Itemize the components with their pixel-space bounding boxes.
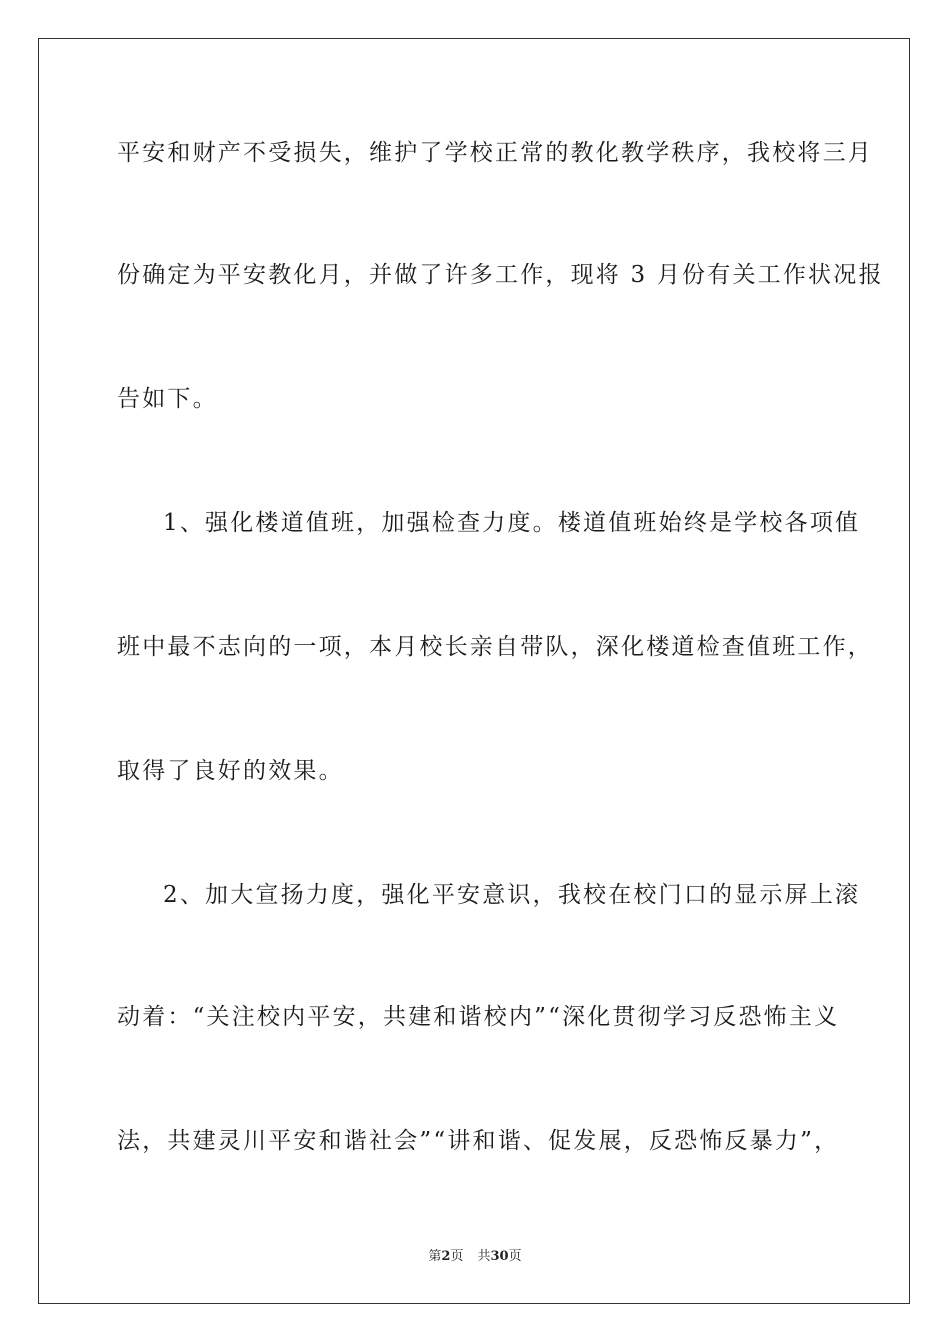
total-pages: 30 <box>490 1249 509 1264</box>
page-suffix: 页 <box>450 1249 464 1264</box>
page-footer <box>0 1248 950 1266</box>
page-number: 2 <box>441 1249 451 1264</box>
body-text-line: 法，共建灵川平安和谐社会”“讲和谐、促发展，反恐怖反暴力”， <box>117 1128 840 1154</box>
paragraph-1-first-line: 1、强化楼道值班，加强检查力度。楼道值班始终是学校各项值 <box>163 510 861 536</box>
body-text-line: 取得了良好的效果。 <box>117 758 344 784</box>
body-text-line: 告如下。 <box>117 386 218 412</box>
body-text-line: 平安和财产不受损失，维护了学校正常的教化教学秩序，我校将三月 <box>117 140 873 166</box>
total-prefix: 共 <box>477 1249 491 1264</box>
paragraph-2-first-line: 2、加大宣扬力度，强化平安意识，我校在校门口的显示屏上滚 <box>163 882 861 908</box>
body-text-line: 班中最不志向的一项，本月校长亲自带队，深化楼道检查值班工作， <box>117 634 873 660</box>
page-prefix: 第 <box>428 1249 442 1264</box>
page-border <box>38 38 910 1304</box>
total-suffix: 页 <box>508 1249 522 1264</box>
body-text-line: 动着：“关注校内平安，共建和谐校内”“深化贯彻学习反恐怖主义 <box>117 1004 840 1030</box>
body-text-line: 份确定为平安教化月，并做了许多工作，现将 3 月份有关工作状况报 <box>117 262 884 288</box>
